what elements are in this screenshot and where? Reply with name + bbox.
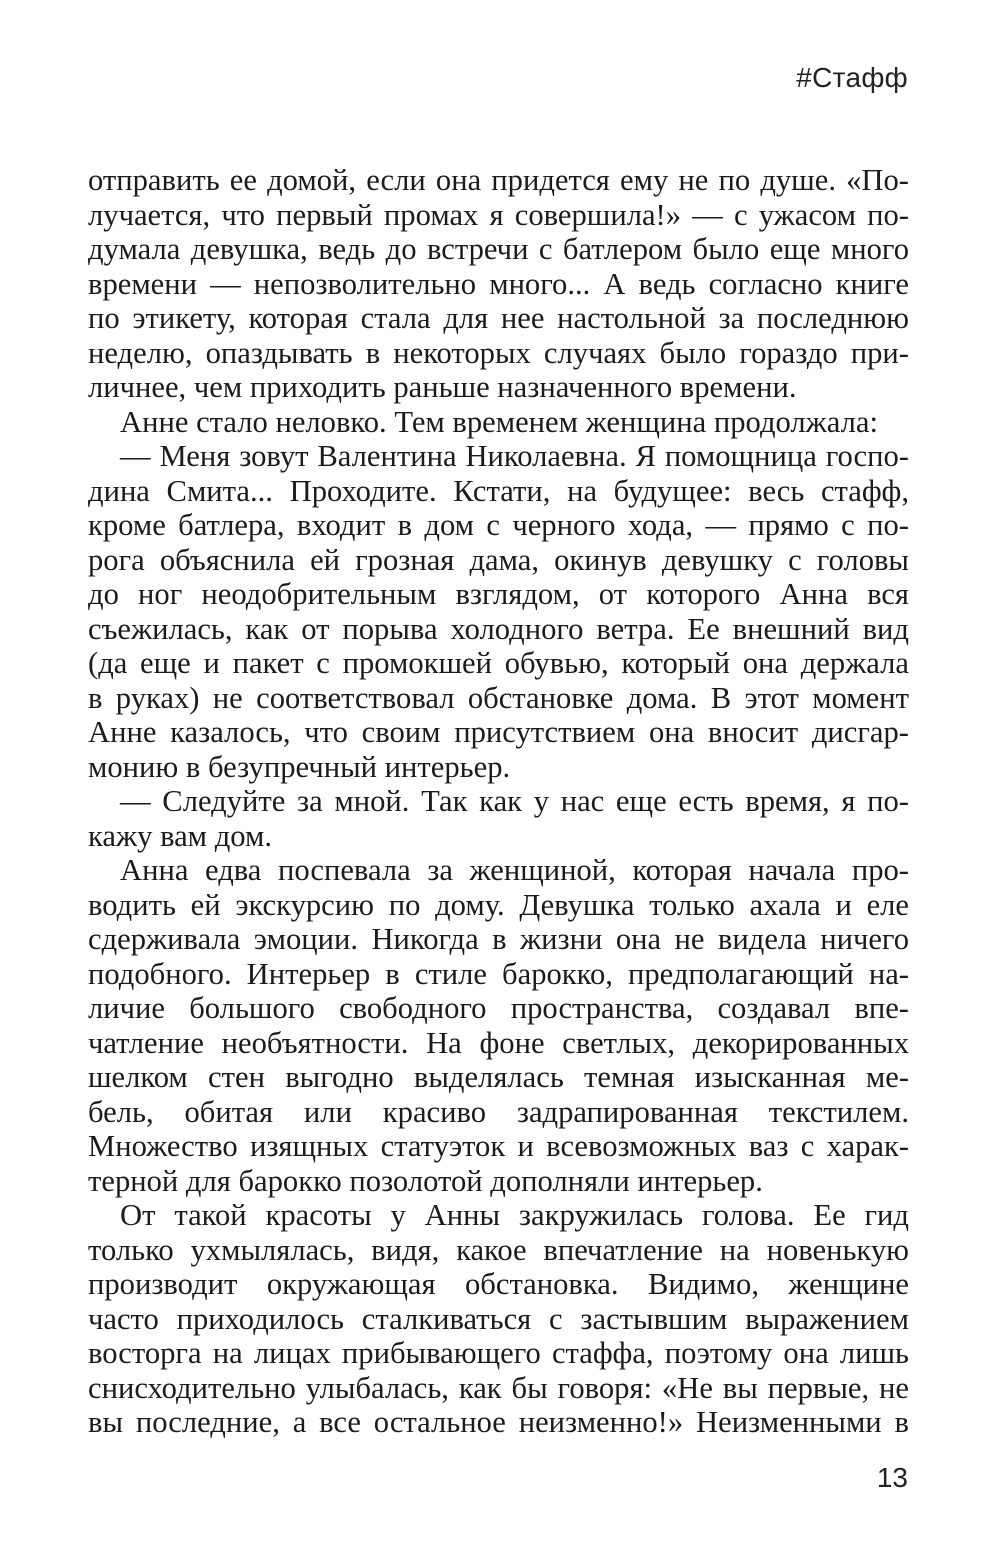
text-line: кажу вам дом. [88, 818, 272, 853]
text-line: — Меня зовут Валентина Николаевна. Я помощница госпо- [120, 439, 909, 473]
text-line: снисходительно улыбалась, как бы говоря: «Не вы первые, не [88, 1370, 909, 1405]
text-line: Анна едва поспевала за женщиной, которая начала про- [120, 853, 909, 887]
text-line: От такой красоты у Анны закружилась голова. Ее гид [120, 1198, 909, 1232]
text-line: личнее, чем приходить раньше назначенного времени. [88, 370, 797, 404]
text-line: Анне стало неловко. Тем временем женщина продолжала: [120, 404, 879, 439]
text-line: чатление необъятности. На фоне светлых, декорированных [88, 1025, 909, 1060]
text-line: терной для барокко позолотой дополняли интерьер. [88, 1163, 763, 1198]
text-line: рога объяснила ей грозная дама, окинув девушку с головы [88, 542, 909, 577]
body-text [88, 163, 909, 1440]
text-line: вы последние, а все остальное неизменно!» Неизменными в [88, 1405, 909, 1439]
text-line: в руках) не соответствовал обстановке дома. В этот момент [88, 680, 909, 715]
text-line: восторга на лицах прибывающего стаффа, поэтому она лишь [88, 1336, 909, 1370]
text-line: съежилась, как от порыва холодного ветра. Ее внешний вид [88, 611, 909, 646]
text-line: только ухмылялась, видя, какое впечатление на новенькую [88, 1232, 909, 1267]
text-line: водить ей экскурсию по дому. Девушка только ахала и еле [88, 887, 909, 922]
text-line: шелком стен выгодно выделялась темная изысканная ме- [88, 1060, 909, 1094]
text-line: времени — непозволительно много... А ведь согласно книге [88, 266, 909, 301]
text-line: монию в безупречный интерьер. [88, 749, 511, 784]
text-line: Анне казалось, что своим присутствием она вносит дисгар- [88, 715, 909, 749]
text-line: подобного. Интерьер в стиле барокко, предполагающий на- [88, 956, 909, 991]
text-line: думала девушка, ведь до встречи с батлером было еще много [88, 232, 909, 266]
text-line: Множество изящных статуэток и всевозможных ваз с харак- [88, 1129, 909, 1163]
text-line: личие большого свободного пространства, создавал впе- [88, 991, 909, 1025]
text-line: (да еще и пакет с промокшей обувью, который она держала [88, 646, 909, 680]
text-line: лучается, что первый промах я совершила!» — с ужасом по- [88, 197, 909, 232]
text-line: сдерживала эмоции. Никогда в жизни она не видела ничего [88, 922, 909, 956]
text-line: производит окружающая обстановка. Видимо, женщине [88, 1267, 909, 1301]
text-line: по этикету, которая стала для нее настольной за последнюю [88, 301, 909, 335]
text-line: отправить ее домой, если она придется ему не по душе. «По- [88, 163, 909, 197]
text-line: до ног неодобрительным взглядом, от которого Анна вся [88, 577, 909, 611]
text-line: неделю, опаздывать в некоторых случаях было гораздо при- [88, 335, 909, 370]
page-number: 13 [876, 1462, 908, 1493]
text-line: дина Смита... Проходите. Кстати, на будущее: весь стафф, [88, 473, 909, 508]
text-line: бель, обитая или красиво задрапированная текстилем. [88, 1094, 909, 1129]
running-header: #Стафф [796, 62, 908, 93]
text-line: часто приходилось сталкиваться с застывшим выражением [88, 1301, 909, 1336]
text-line: кроме батлера, входит в дом с черного хода, — прямо с по- [88, 508, 909, 542]
text-line: — Следуйте за мной. Так как у нас еще есть время, я по- [120, 784, 909, 818]
